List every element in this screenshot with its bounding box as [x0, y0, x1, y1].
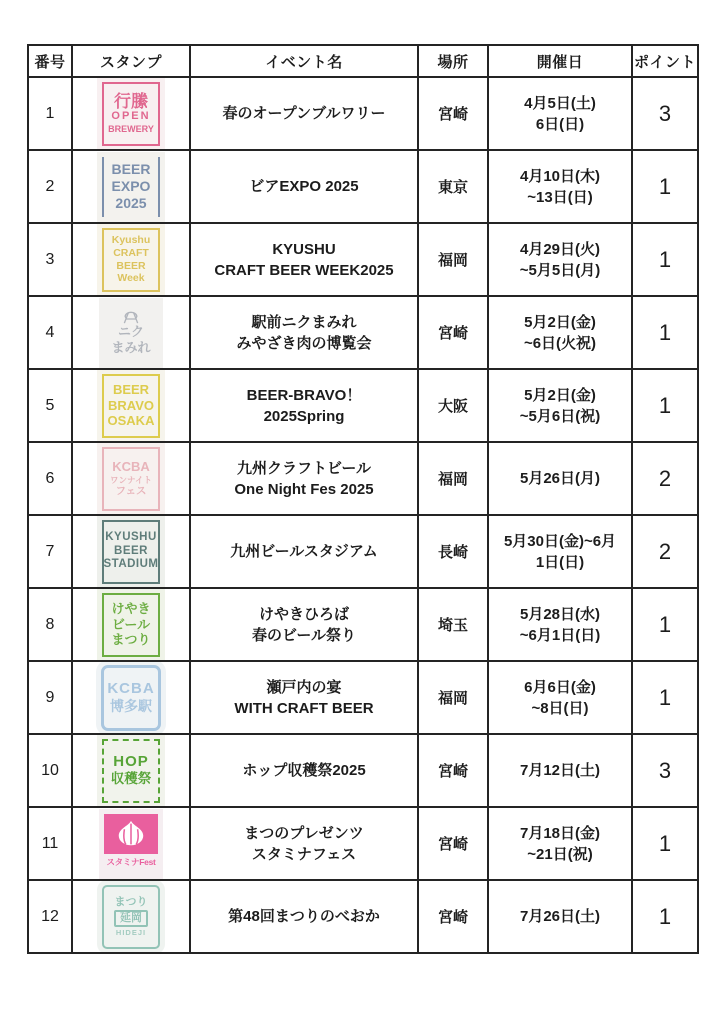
- event-date-line: 7月26日(土): [519, 908, 601, 925]
- stamp-text-line: 博多駅: [110, 698, 152, 715]
- event-name-line: 瀬戸内の宴: [266, 678, 342, 696]
- stamp-cell: [72, 807, 190, 880]
- event-place: 宮崎: [418, 296, 488, 369]
- event-name-line: 春のオープンブルワリー: [222, 105, 386, 122]
- event-name: [190, 296, 418, 369]
- stamp-text-line: KCBA: [112, 459, 150, 475]
- event-date: [488, 661, 632, 734]
- stamp-text-line: ビール: [111, 616, 151, 632]
- event-place: 大阪: [418, 369, 488, 442]
- event-name-line: 第48回まつりのべおか: [228, 908, 380, 925]
- stamp-text-line: STADIUM: [103, 558, 159, 571]
- event-name-line: 2025Spring: [263, 407, 345, 425]
- event-date: [488, 296, 632, 369]
- table-row: [28, 661, 698, 734]
- table-row: [28, 77, 698, 150]
- event-points: 2: [632, 515, 698, 588]
- hop-harvest-fes-stamp: [102, 739, 160, 803]
- stamp-cell: [72, 77, 190, 150]
- table-row: [28, 223, 698, 296]
- stamp-cell: [72, 734, 190, 807]
- stamp-text-line: Week: [117, 272, 145, 285]
- keyaki-beer-matsuri-stamp: [102, 593, 160, 657]
- event-name-line: ホップ収穫祭2025: [242, 762, 366, 779]
- event-name-line: けやきひろば: [258, 605, 349, 623]
- event-name: [190, 150, 418, 223]
- header-points: ポイント: [632, 45, 698, 77]
- table-body: [28, 77, 698, 953]
- event-name-line: まつのプレゼンツ: [244, 824, 364, 842]
- event-name: [190, 807, 418, 880]
- event-name-line: ビアEXPO 2025: [249, 178, 359, 195]
- stamp-text-line: まみれ: [111, 340, 151, 355]
- row-number: 8: [28, 588, 72, 661]
- meat-skewer-icon: [117, 309, 145, 324]
- event-date: [488, 880, 632, 953]
- stamp-text-line: BRAVO: [108, 397, 154, 413]
- stamp-cell: [72, 223, 190, 296]
- event-date-line: 4月10日(木): [519, 167, 601, 185]
- stamina-fest-stamp: [104, 814, 158, 874]
- event-points: 3: [632, 734, 698, 807]
- stamp-cell: [72, 515, 190, 588]
- stamp-text-line: BEER: [111, 161, 151, 178]
- row-number: 5: [28, 369, 72, 442]
- stamp-text-line: KCBA: [107, 680, 155, 698]
- matsuri-nobeoka-stamp: [102, 885, 160, 949]
- event-name-line: One Night Fes 2025: [234, 480, 374, 498]
- event-date-line: 4月5日(土): [524, 94, 596, 112]
- stamp-text-line: OPEN: [111, 110, 151, 123]
- table-row: [28, 807, 698, 880]
- header-place: 場所: [418, 45, 488, 77]
- event-name-line: BEER-BRAVO！: [246, 386, 362, 404]
- event-date-line: ~13日(日): [527, 188, 593, 206]
- event-date-line: 7月18日(金): [519, 824, 601, 842]
- stamp-cell: [72, 150, 190, 223]
- event-date-line: ~8日(日): [531, 699, 589, 717]
- event-place: 宮崎: [418, 880, 488, 953]
- kcba-one-night-fes-stamp: [102, 447, 160, 511]
- event-points: 1: [632, 807, 698, 880]
- event-name: [190, 223, 418, 296]
- stamp-text-line: 収穫祭: [110, 771, 152, 787]
- event-date-line: 5月28日(水): [519, 605, 601, 623]
- beer-expo-2025-stamp: [102, 157, 160, 217]
- stamp-text-line: ワンナイト: [110, 474, 152, 485]
- event-date: [488, 588, 632, 661]
- table-row: [28, 369, 698, 442]
- beer-bravo-osaka-stamp: [102, 374, 160, 438]
- row-number: 9: [28, 661, 72, 734]
- row-number: 6: [28, 442, 72, 515]
- event-date-line: ~5月6日(祝): [519, 407, 601, 425]
- stamp-text-line: ニク: [117, 324, 144, 340]
- event-name: [190, 734, 418, 807]
- event-date: [488, 442, 632, 515]
- event-points: 1: [632, 223, 698, 296]
- event-place: 福岡: [418, 223, 488, 296]
- event-name-line: WITH CRAFT BEER: [234, 699, 374, 717]
- event-points: 1: [632, 150, 698, 223]
- garlic-icon: [104, 814, 158, 854]
- event-date-line: 5月30日(金)~6月: [503, 532, 617, 550]
- stamp-text-line: HOP: [113, 753, 149, 771]
- stamp-text-line: OSAKA: [107, 413, 155, 429]
- event-date-line: 7月12日(土): [519, 762, 601, 779]
- event-name: [190, 588, 418, 661]
- stamp-text-line: 行縢: [114, 91, 148, 111]
- event-name: [190, 442, 418, 515]
- event-name-line: 春のビール祭り: [251, 626, 357, 644]
- event-points: 2: [632, 442, 698, 515]
- stamp-text-line: BEER: [116, 259, 146, 272]
- table-row: [28, 588, 698, 661]
- event-place: 宮崎: [418, 77, 488, 150]
- stamp-text-line: HIDEJI: [115, 928, 147, 938]
- row-number: 11: [28, 807, 72, 880]
- event-date-line: 6日(日): [535, 115, 585, 133]
- kyushu-beer-stadium-stamp: [102, 520, 160, 584]
- event-points: 1: [632, 369, 698, 442]
- row-number: 12: [28, 880, 72, 953]
- table-row: [28, 442, 698, 515]
- stamp-text-line: 延岡: [114, 910, 148, 927]
- row-number: 10: [28, 734, 72, 807]
- stamp-text-line: けやき: [111, 601, 151, 617]
- stamp-text-line: フェス: [115, 485, 147, 498]
- event-name-line: KYUSHU: [272, 240, 336, 258]
- stamp-text-line: BREWERY: [108, 123, 154, 134]
- event-name: [190, 515, 418, 588]
- stamp-text-line: BEER: [112, 382, 150, 398]
- event-name-line: 九州ビールスタジアム: [230, 543, 378, 560]
- row-number: 2: [28, 150, 72, 223]
- mukabaki-open-brewery-stamp: [102, 82, 160, 146]
- stamp-cell: [72, 296, 190, 369]
- event-name-line: 九州クラフトビール: [236, 459, 372, 477]
- event-name: [190, 880, 418, 953]
- stamp-text-line: まつり: [111, 632, 151, 648]
- header-event-name: イベント名: [190, 45, 418, 77]
- event-place: 宮崎: [418, 734, 488, 807]
- table-row: [28, 296, 698, 369]
- event-stamp-table: [27, 44, 699, 954]
- event-name-line: スタミナフェス: [251, 845, 357, 863]
- event-place: 長崎: [418, 515, 488, 588]
- event-date-line: 4月29日(火): [519, 240, 601, 258]
- event-date-line: 6月6日(金): [524, 678, 596, 696]
- event-name: [190, 77, 418, 150]
- event-name: [190, 369, 418, 442]
- stamp-text-line: CRAFT: [113, 246, 149, 259]
- header-row: [28, 45, 698, 77]
- event-date: [488, 734, 632, 807]
- stamp-text-line: 2025: [115, 194, 147, 211]
- event-points: 1: [632, 880, 698, 953]
- event-place: 福岡: [418, 661, 488, 734]
- event-date: [488, 150, 632, 223]
- event-points: 1: [632, 296, 698, 369]
- event-date: [488, 77, 632, 150]
- stamp-cell: [72, 661, 190, 734]
- event-place: 東京: [418, 150, 488, 223]
- event-date-line: 5月26日(月): [519, 470, 601, 487]
- table-header: [28, 45, 698, 77]
- event-date-line: 1日(日): [535, 553, 585, 571]
- event-points: 3: [632, 77, 698, 150]
- event-name-line: みやざき肉の博覧会: [236, 334, 372, 352]
- stamp-text-line: EXPO: [111, 178, 151, 195]
- event-points: 1: [632, 661, 698, 734]
- event-name-line: CRAFT BEER WEEK2025: [214, 261, 394, 279]
- stamp-text-line: KYUSHU: [105, 530, 157, 543]
- event-date-line: 5月2日(金): [524, 313, 596, 331]
- event-date: [488, 369, 632, 442]
- event-place: 宮崎: [418, 807, 488, 880]
- kyushu-craft-beer-week-stamp: [102, 228, 160, 292]
- event-points: 1: [632, 588, 698, 661]
- table-row: [28, 734, 698, 807]
- stamp-text-line: スタミナFest: [106, 856, 156, 867]
- table-row: [28, 515, 698, 588]
- row-number: 3: [28, 223, 72, 296]
- event-date: [488, 515, 632, 588]
- event-place: 福岡: [418, 442, 488, 515]
- stamp-text-line: まつり: [114, 895, 148, 908]
- row-number: 1: [28, 77, 72, 150]
- event-date-line: ~5月5日(月): [519, 261, 601, 279]
- stamp-cell: [72, 369, 190, 442]
- event-name: [190, 661, 418, 734]
- niku-mamire-stamp: [104, 303, 158, 363]
- event-date: [488, 807, 632, 880]
- event-date: [488, 223, 632, 296]
- stamp-cell: [72, 880, 190, 953]
- event-date-line: 5月2日(金): [524, 386, 596, 404]
- stamp-text-line: BEER: [114, 544, 148, 557]
- kcba-hakata-station-stamp: [101, 665, 161, 731]
- event-place: 埼玉: [418, 588, 488, 661]
- event-name-line: 駅前ニクまみれ: [251, 313, 357, 331]
- event-date-line: ~21日(祝): [527, 845, 593, 863]
- event-date-line: ~6月1日(日): [519, 626, 601, 644]
- header-date: 開催日: [488, 45, 632, 77]
- header-number: 番号: [28, 45, 72, 77]
- table-row: [28, 880, 698, 953]
- row-number: 4: [28, 296, 72, 369]
- row-number: 7: [28, 515, 72, 588]
- header-stamp: スタンプ: [72, 45, 190, 77]
- event-date-line: ~6日(火祝): [523, 334, 597, 352]
- stamp-cell: [72, 442, 190, 515]
- table-row: [28, 150, 698, 223]
- stamp-text-line: Kyushu: [111, 234, 151, 247]
- stamp-cell: [72, 588, 190, 661]
